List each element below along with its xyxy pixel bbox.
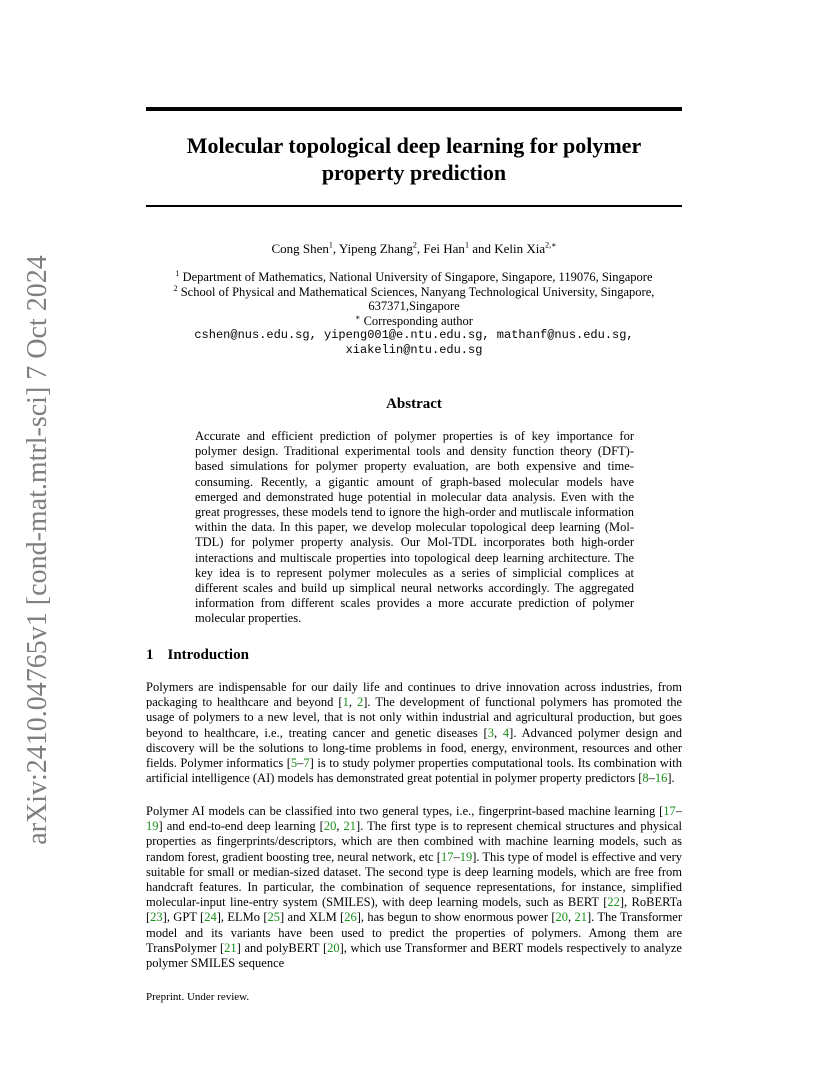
paragraph-text: , — [493, 725, 503, 740]
intro-paragraph-2 — [146, 804, 682, 971]
citation-link[interactable]: 26 — [344, 910, 357, 925]
affiliation-list — [146, 270, 682, 299]
section-title: Introduction — [167, 647, 249, 663]
author-separator: , — [332, 241, 339, 256]
paragraph-text: ] is to study polymer properties computational tools. Its combination with artificial intelligence (AI) models has demonstrated great potential in polymer property predictors [ — [146, 756, 682, 786]
abstract-text: Accurate and efficient prediction of polymer properties is of key importance for polymer design. Traditional experimental tools and density function theory (DFT)-based simulations for polymer property evaluation, are both expensive and time-consuming. Recently, a gigantic amount of graph-based molecular models have emerged and demonstrated huge potential in molecular data analysis. Even with the great progresses, these models tend to ignore the high-order and mutliscale information within the data. In this paper, we develop molecular topological deep learning (Mol-TDL) for polymer property analysis. Our Mol-TDL incorporates both high-order interactions and multiscale properties into topological deep learning architecture. The key idea is to represent polymer molecules as a series of simplicial complices at different scales and build up simplical neural networks accordingly. The aggregated information from different scales provides a more accurate prediction of polymer molecular properties. — [195, 429, 634, 626]
paragraph-text: ], GPT [ — [162, 910, 205, 925]
paragraph-text: ] and end-to-end deep learning [ — [158, 819, 324, 834]
affiliation-line — [146, 285, 682, 300]
author-separator: , — [416, 241, 424, 256]
author-affiliation-mark: 1 — [328, 240, 333, 250]
paragraph-text: – — [648, 771, 655, 786]
citation-link[interactable]: 5 — [290, 756, 298, 771]
citation-link[interactable]: 7 — [303, 756, 310, 771]
citation-link[interactable]: 20 — [327, 940, 340, 955]
paragraph-text: ]. Advanced polymer design and discovery will be the solutions to long-time problems in food, energy, environment, resources and other fields. Polymer informatics [ — [146, 725, 683, 771]
title-rule-bottom — [146, 205, 682, 207]
citation-link[interactable]: 20 — [323, 819, 337, 834]
paragraph-text: – — [297, 756, 304, 771]
citation-link[interactable]: 21 — [574, 910, 587, 925]
section-number: 1 — [146, 647, 154, 663]
citation-link[interactable]: 17 — [663, 804, 676, 818]
title-rule-top — [146, 107, 682, 111]
footer-note: Preprint. Under review. — [146, 991, 250, 1003]
paragraph-text: ]. The first type is to represent chemical structures and physical properties as fingerprints/descriptors, which are then combined with machine learning models, such as random forest, gradient boosting tree, neural network, etc [ — [146, 819, 682, 864]
citation-link[interactable]: 22 — [607, 895, 620, 910]
author-list — [146, 241, 682, 257]
email-line-2: xiakelin@ntu.edu.sg — [345, 342, 483, 357]
paragraph-text: ], RoBERTa [ — [146, 895, 682, 925]
paragraph-text: – — [453, 849, 460, 864]
citation-link[interactable]: 3 — [487, 725, 494, 740]
paragraph-text: ], which use Transformer and BERT models respectively to analyze polymer SMILES sequence — [146, 940, 682, 971]
author-name: Yipeng Zhang — [338, 241, 413, 256]
author-name: Kelin Xia — [494, 241, 546, 256]
author-affiliation-mark: 2 — [412, 240, 417, 250]
section-heading-introduction — [146, 647, 249, 664]
affiliation-mark: 1 — [175, 268, 180, 278]
citation-link[interactable]: 20 — [555, 910, 569, 925]
affiliation-continuation: 637371,Singapore — [368, 299, 460, 313]
paragraph-text: ]. This type of model is effective and very suitable for small or median-sized dataset. The second type is deep learning models, which are free from handcraft features. In particular, the combination of sequence representations, for instance, simplified molecular-input line-entry system (SMILES), with deep learning models, such as BERT [ — [146, 849, 682, 910]
email-line-1: cshen@nus.edu.sg, yipeng001@e.ntu.edu.sg, mathanf@nus.edu.sg, — [194, 328, 634, 342]
paragraph-text: ] and polyBERT [ — [236, 940, 328, 955]
paragraph-text: ]. The Transformer model and its variants have been used to predict the properties of polymers. Among them are TransPolymer [ — [146, 910, 683, 955]
paragraph-text: ] and XLM [ — [280, 910, 345, 925]
corresponding-label: Corresponding author — [363, 313, 473, 328]
paper-title: Molecular topological deep learning for polymer property prediction — [186, 133, 642, 185]
author-affiliation-mark: 1 — [464, 240, 469, 250]
paragraph-text: ]. The development of functional polymers has promoted the usage of polymers to a new level, that is not only within industrial and agricultural production, but goes beyond to healthcare, i.e., treating cancer and genetic diseases [ — [146, 695, 682, 740]
paragraph-text: , — [568, 910, 575, 925]
citation-link[interactable]: 19 — [459, 849, 473, 864]
citation-link[interactable]: 19 — [146, 819, 159, 834]
paragraph-text: ]. — [667, 771, 675, 786]
corresponding-mark: ∗ — [355, 312, 361, 322]
affiliation-mark: 2 — [173, 283, 178, 293]
paragraph-text: – — [675, 804, 682, 818]
citation-link[interactable]: 24 — [204, 910, 217, 925]
affiliation-line — [146, 270, 682, 285]
paragraph-text: , — [348, 695, 357, 710]
citation-link[interactable]: 4 — [502, 725, 510, 740]
paragraph-text: ], ELMo [ — [216, 910, 268, 925]
intro-paragraph-1 — [146, 680, 682, 786]
paragraph-text: Polymer AI models can be classified into two general types, i.e., fingerprint-based machine learning [ — [146, 804, 664, 818]
affiliation-text: School of Physical and Mathematical Sciences, Nanyang Technological University, Singapore, — [177, 284, 655, 299]
author-separator: and — [468, 241, 495, 256]
paragraph-text: ], has begun to show enormous power [ — [356, 910, 556, 925]
citation-link[interactable]: 8 — [642, 771, 649, 786]
corresponding-author-note — [146, 314, 682, 329]
citation-link[interactable]: 23 — [150, 910, 163, 925]
paragraph-text: Polymers are indispensable for our daily life and continues to drive innovation across industries, from packaging to healthcare and beyond [ — [146, 680, 682, 710]
author-name: Fei Han — [423, 241, 465, 256]
paragraph-text: , — [336, 819, 344, 834]
author-affiliation-mark: 2,∗ — [545, 240, 557, 250]
citation-link[interactable]: 1 — [342, 695, 349, 710]
citation-link[interactable]: 21 — [343, 819, 357, 834]
citation-link[interactable]: 2 — [357, 695, 364, 710]
affiliations-block — [146, 270, 682, 357]
citation-link[interactable]: 17 — [440, 849, 454, 864]
arxiv-identifier-stamp: arXiv:2410.04765v1 [cond-mat.mtrl-sci] 7 Oct 2024 — [22, 255, 53, 845]
citation-link[interactable]: 16 — [654, 771, 668, 786]
abstract-heading: Abstract — [386, 396, 442, 412]
citation-link[interactable]: 21 — [224, 940, 237, 955]
author-name: Cong Shen — [271, 241, 329, 256]
citation-link[interactable]: 25 — [267, 910, 281, 925]
affiliation-text: Department of Mathematics, National University of Singapore, Singapore, 119076, Singapore — [179, 270, 653, 284]
